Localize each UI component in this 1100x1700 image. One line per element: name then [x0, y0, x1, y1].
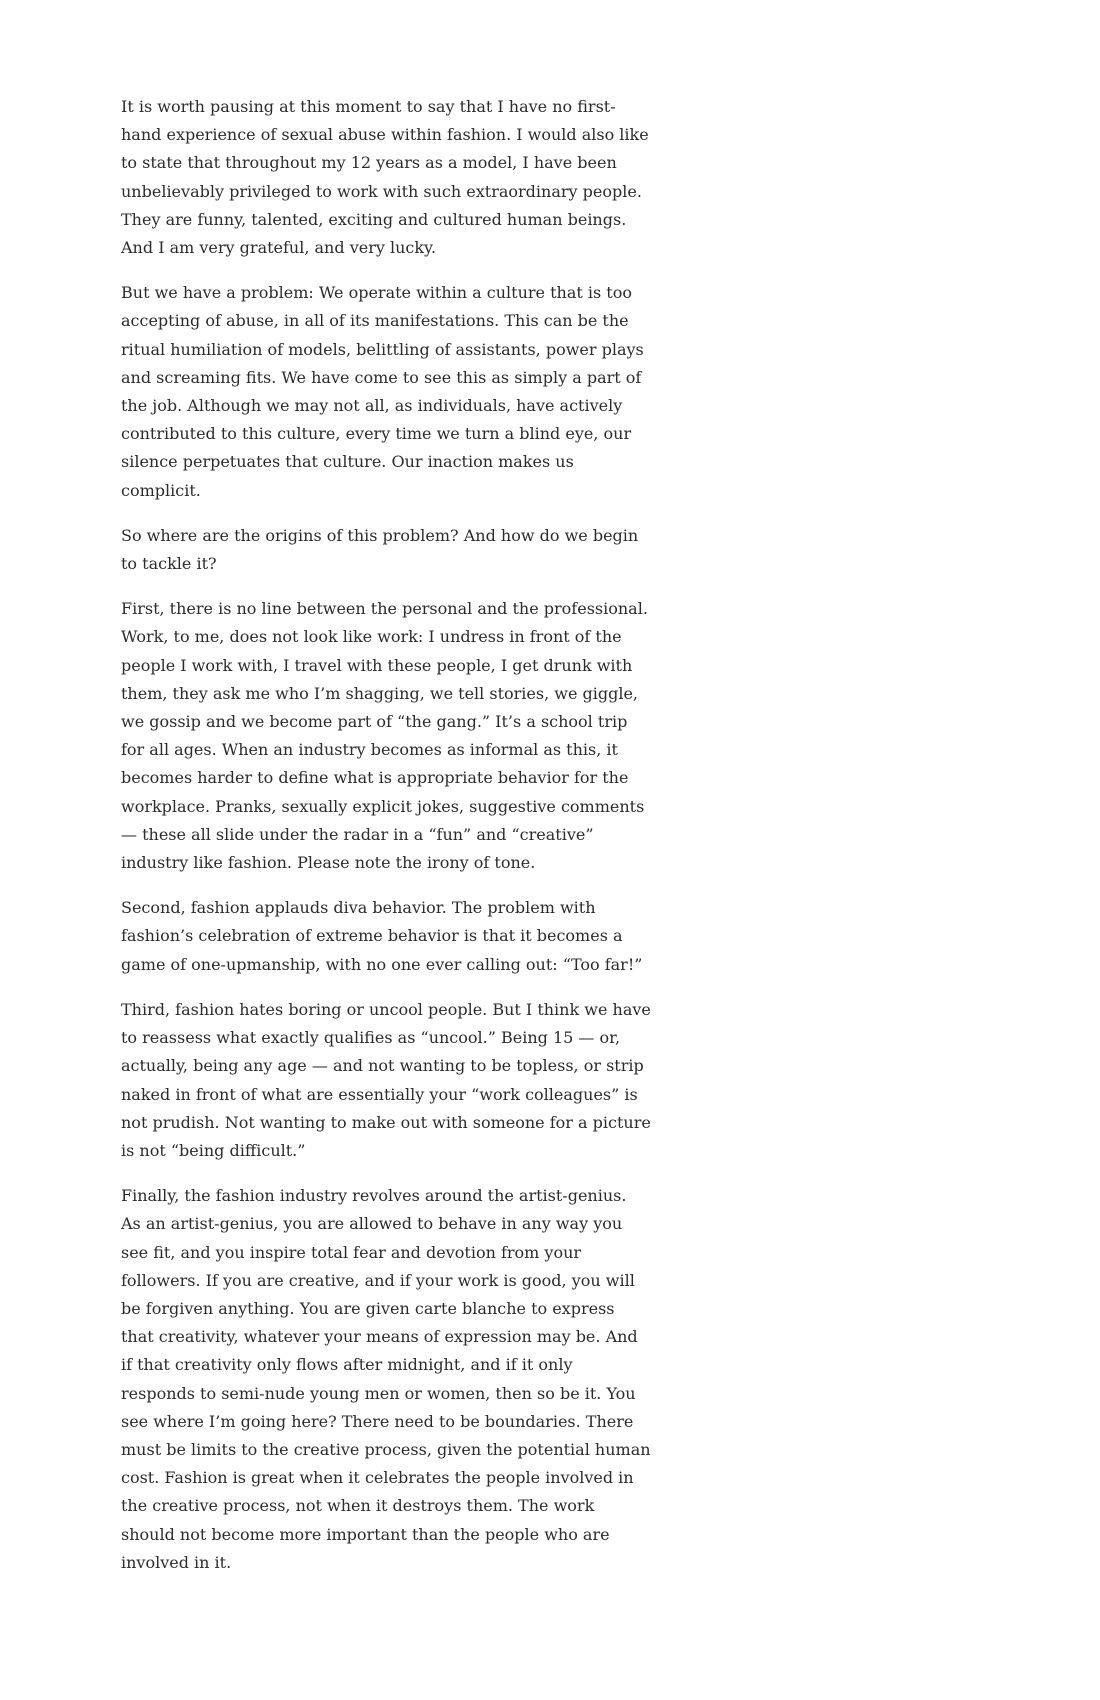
paragraph-second: Second, fashion applauds diva behavior. The problem with fashion’s celebration of extreme behavior is that it becomes a game of one-upmanship, with no one ever calling out: “Too far!” — [121, 898, 643, 974]
paragraph-intro: It is worth pausing at this moment to say that I have no first-hand experience of sexual abuse within fashion. I would also like to state that throughout my 12 years as a model, I have been unbelievably privileged to work with such extraordinary people. They are funny, talented, exciting and cultured human beings. And I am very grateful, and very lucky. — [121, 97, 649, 258]
paragraph-question: So where are the origins of this problem? And how do we begin to tackle it? — [121, 525, 639, 574]
paragraph-first: First, there is no line between the personal and the professional. Work, to me, does not look like work: I undress in front of the people I work with, I travel with these people, I get drunk with them, they ask me who I’m shagging, we tell stories, we giggle, we gossip and we become part of “the gang.” It’s a school trip for all ages. When an industry becomes as informal as this, it becomes harder to define what is appropriate behavior for the workplace. Pranks, sexually explicit jokes, suggestive comments — these all slide under the radar in a “fun” and “creative” industry like fashion. Please note the irony of tone. — [121, 599, 648, 873]
paragraph-finally: Finally, the fashion industry revolves around the artist-genius. As an artist-genius, you are allowed to behave in any way you see fit, and you inspire total fear and devotion from your followers. If you are creative, and if your work is good, you will be forgiven anything. You are given carte blanche to express that creativity, whatever your means of expression may be. And if that creativity only flows after midnight, and if it only responds to semi-nude young men or women, then so be it. You see where I’m going here? There need to be boundaries. There must be limits to the creative process, given the potential human cost. Fashion is great when it celebrates the people involved in the creative process, not when it destroys them. The work should not become more important than the people who are involved in it. — [121, 1186, 651, 1572]
paragraph-problem: But we have a problem: We operate within a culture that is too accepting of abuse, in all of its manifestations. This can be the ritual humiliation of models, belittling of assistants, power plays and screaming fits. We have come to see this as simply a part of the job. Although we may not all, as individuals, have actively contributed to this culture, every time we turn a blind eye, our silence perpetuates that culture. Our inaction makes us complicit. — [121, 283, 644, 500]
article-body — [121, 93, 651, 1594]
paragraph-third: Third, fashion hates boring or uncool people. But I think we have to reassess what exactly qualifies as “uncool.” Being 15 — or, actually, being any age — and not wanting to be topless, or strip naked in front of what are essentially your “work colleagues” is not prudish. Not wanting to make out with someone for a picture is not “being difficult.” — [121, 999, 651, 1160]
